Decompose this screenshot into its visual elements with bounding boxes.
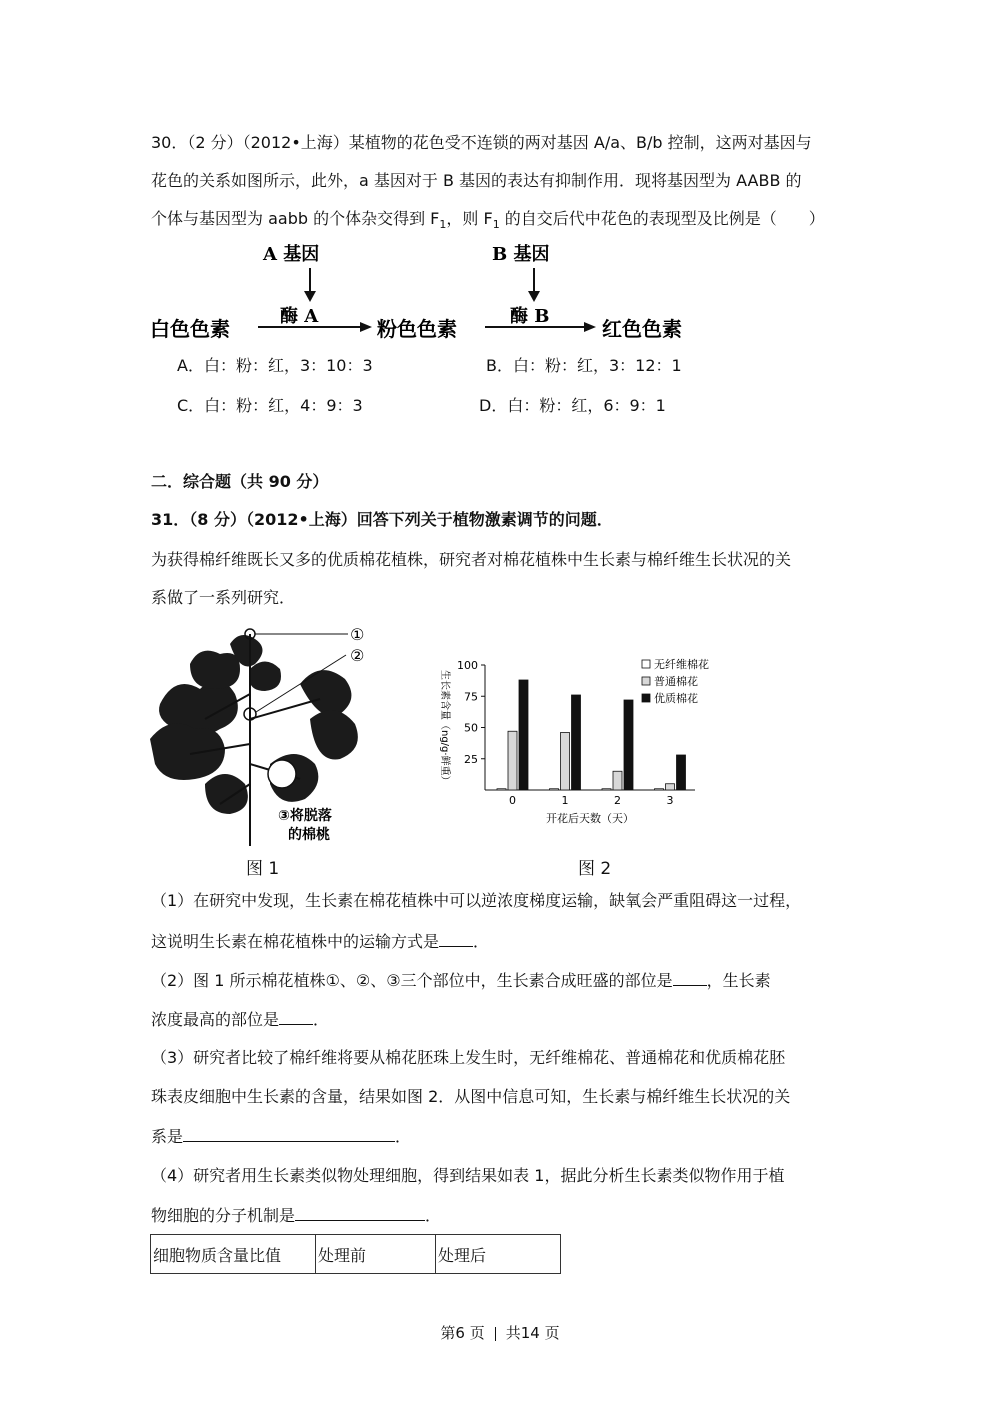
enzyme-b-label: 酶 B [510, 306, 550, 327]
leaves [150, 635, 358, 814]
chart-legend-swatch [642, 660, 650, 668]
q31-p3-text: 系是 [151, 1127, 184, 1146]
period: ． [473, 932, 490, 951]
leaf [300, 670, 351, 716]
figure2-caption: 图 2 [578, 859, 612, 879]
table-header-row [151, 1235, 561, 1274]
chart-bar [602, 789, 611, 790]
q30-line3-b: ，则 F [446, 209, 493, 228]
pink-pigment-label: 粉色色素 [377, 317, 457, 341]
q31-p2-text-b: ，生长素 [706, 971, 771, 990]
q31-p1-text: 这说明生长素在棉花植株中的运输方式是 [151, 932, 440, 951]
table-1 [150, 1234, 561, 1274]
chart-bar [519, 680, 528, 790]
answer-blank-3[interactable] [279, 1008, 313, 1025]
leaf [249, 662, 281, 692]
white-pigment-label: 白色色素 [150, 317, 230, 341]
enzyme-a-label: 酶 A [280, 306, 319, 327]
chart-x-tick-label: 1 [561, 794, 569, 807]
chart-x-tick-label: 3 [666, 794, 674, 807]
chart-y-label: 生长素含量（ng/g·鲜重） [439, 670, 450, 786]
page-footer [0, 1322, 1000, 1343]
option-a: A．白：粉：红，3：10：3 [177, 356, 373, 375]
table-header-cell: 处理前 [316, 1235, 436, 1274]
table-header-cell: 处理后 [436, 1235, 561, 1274]
leaf [205, 774, 248, 814]
period: ． [425, 1206, 442, 1225]
label-2: ② [350, 646, 365, 665]
gene-b-label: B 基因 [492, 244, 550, 265]
q30-sub2: 1 [492, 218, 500, 232]
q31-p4-line2 [151, 1204, 851, 1227]
chart-y-tick-label: 75 [464, 690, 478, 704]
page-number: 第6 页 [440, 1324, 485, 1342]
chart-bar [666, 784, 675, 790]
section-title: 二．综合题（共 90 分） [151, 472, 329, 491]
boll-marker [268, 760, 296, 788]
q31-p4-line1: （4）研究者用生长素类似物处理细胞，得到结果如表 1，据此分析生长素类似物作用于植 [151, 1166, 785, 1185]
chart-bar [655, 789, 664, 790]
auxin-bar-chart [430, 650, 730, 830]
q31-p2-line2 [151, 1008, 851, 1031]
q31-p4-text: 物细胞的分子机制是 [151, 1206, 296, 1225]
chart-legend-label: 普通棉花 [654, 675, 698, 688]
q31-p2-text-c: 浓度最高的部位是 [151, 1010, 280, 1029]
chart-x-label: 开花后天数（天） [546, 812, 634, 825]
chart-legend-label: 优质棉花 [654, 692, 698, 705]
option-c: C．白：粉：红，4：9：3 [177, 396, 363, 415]
leaf [310, 710, 358, 759]
q31-p2-text-a: （2）图 1 所示棉花植株①、②、③三个部位中，生长素合成旺盛的部位是 [151, 971, 673, 990]
q31-intro-line1: 为获得棉纤维既长又多的优质棉花植株，研究者对棉花植株中生长素与棉纤维生长状况的关 [151, 550, 792, 569]
label-3-line2: 的棉桃 [288, 827, 330, 843]
option-b: B．白：粉：红，3：12：1 [486, 356, 682, 375]
chart-legend-swatch [642, 677, 650, 685]
q30-line3 [151, 208, 851, 236]
chart-bar [497, 789, 506, 790]
q31-p3-line2: 珠表皮细胞中生长素的含量，结果如图 2．从图中信息可知，生长素与棉纤维生长状况的关 [151, 1087, 791, 1106]
chart-legend-label: 无纤维棉花 [654, 658, 709, 671]
pathway-diagram [150, 238, 720, 348]
chart-legend-swatch [642, 694, 650, 702]
leaf [190, 651, 240, 689]
label-3-line1: ③将脱落 [278, 808, 332, 824]
q31-title: 31．（8 分）（2012•上海）回答下列关于植物激素调节的问题． [151, 510, 613, 529]
period: ． [313, 1010, 330, 1029]
option-d: D．白：粉：红，6：9：1 [479, 396, 666, 415]
q31-intro-line2: 系做了一系列研究． [151, 588, 296, 607]
chart-y-tick-label: 50 [464, 721, 478, 735]
answer-blank-1[interactable] [439, 930, 473, 947]
q30-line3-c: 的自交后代中花色的表现型及比例是（ ） [499, 209, 825, 228]
chart-bar [508, 731, 517, 790]
gene-a-arrowhead [304, 291, 316, 302]
chart-bar [613, 771, 622, 790]
leaf [150, 723, 225, 780]
chart-y-tick-label: 100 [457, 659, 478, 672]
chart-bar [624, 700, 633, 790]
page-total: 共14 页 [505, 1324, 560, 1342]
chart-bar [677, 755, 686, 790]
arrowhead-white-to-pink [360, 322, 372, 332]
chart-bar [561, 733, 570, 791]
q30-sub1: 1 [439, 218, 447, 232]
answer-blank-2[interactable] [673, 969, 707, 986]
q31-p3-line1: （3）研究者比较了棉纤维将要从棉花胚珠上发生时，无纤维棉花、普通棉花和优质棉花胚 [151, 1048, 786, 1067]
answer-blank-5[interactable] [295, 1204, 425, 1221]
chart-x-tick-label: 2 [614, 794, 621, 807]
q30-line2: 花色的关系如图所示，此外，a 基因对于 B 基因的表达有抑制作用．现将基因型为 AABB 的 [151, 171, 802, 190]
chart-bar [550, 789, 559, 790]
footer-separator [495, 1327, 496, 1341]
q31-p3-line3 [151, 1125, 851, 1148]
figure1-caption: 图 1 [246, 859, 280, 879]
arrowhead-pink-to-red [584, 322, 596, 332]
label-1: ① [350, 625, 365, 644]
cotton-plant-figure [150, 624, 380, 846]
chart-y-tick-label: 25 [464, 752, 478, 766]
q31-p1-line2 [151, 930, 851, 953]
q31-p1-line1: （1）在研究中发现，生长素在棉花植株中可以逆浓度梯度运输，缺氧会严重阻碍这一过程， [151, 891, 802, 910]
chart-x-tick-label: 0 [509, 794, 516, 807]
q31-p2-line1 [151, 969, 851, 992]
q30-line1: 30．（2 分）（2012•上海）某植物的花色受不连锁的两对基因 A/a、B/b 控制，这两对基因与 [151, 133, 812, 152]
chart-bar [572, 695, 581, 790]
red-pigment-label: 红色色素 [602, 317, 682, 341]
gene-a-label: A 基因 [263, 244, 320, 265]
period: ． [395, 1127, 412, 1146]
answer-blank-4[interactable] [183, 1125, 395, 1142]
table-header-cell: 细胞物质含量比值 [151, 1235, 316, 1274]
q30-line3-a: 个体与基因型为 aabb 的个体杂交得到 F [151, 209, 440, 228]
gene-b-arrowhead [528, 291, 540, 302]
